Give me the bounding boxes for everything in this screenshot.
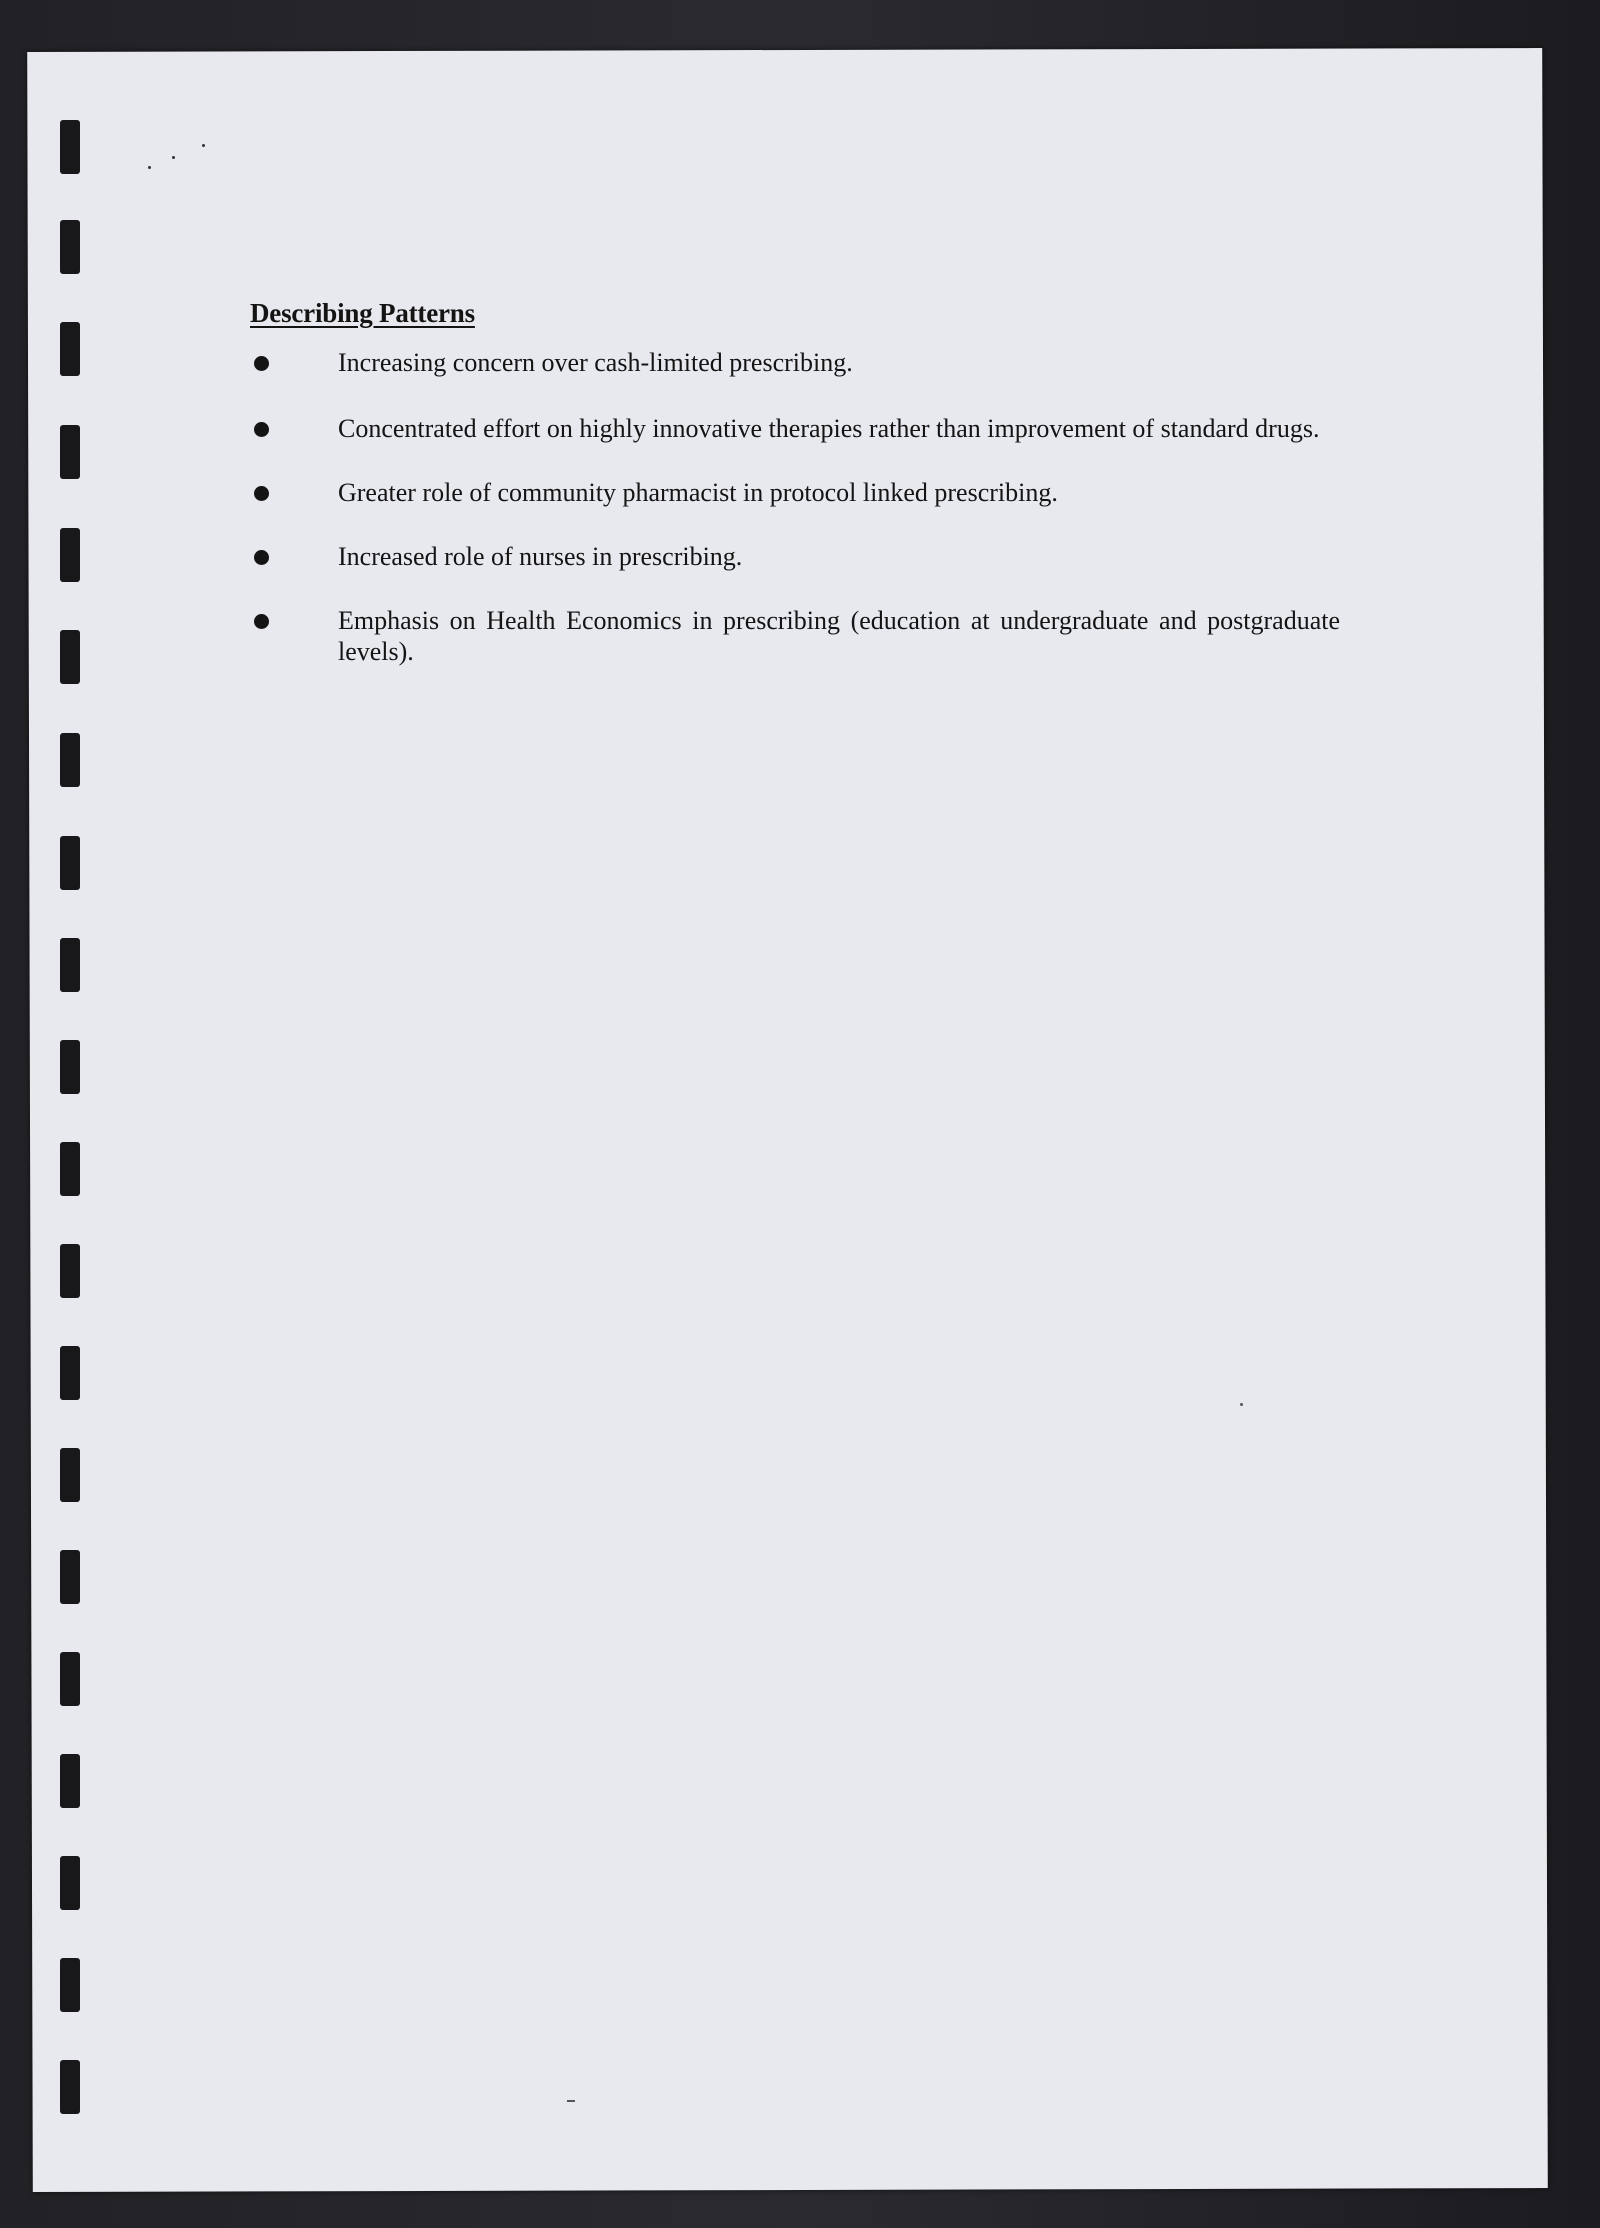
binding-hole bbox=[60, 1244, 80, 1298]
binding-hole bbox=[60, 425, 80, 479]
bullet-icon bbox=[254, 614, 269, 629]
list-item bbox=[250, 347, 1340, 378]
binding-hole bbox=[60, 1448, 80, 1502]
list-item-text: Greater role of community pharmacist in protocol linked prescribing. bbox=[338, 478, 1058, 507]
binding-hole bbox=[60, 630, 80, 684]
list-item-text: Increased role of nurses in prescribing. bbox=[338, 542, 743, 571]
binding-hole bbox=[60, 1550, 80, 1604]
bullet-list bbox=[250, 347, 1340, 667]
binding-hole bbox=[60, 1346, 80, 1400]
list-item bbox=[250, 413, 1340, 444]
binding-hole bbox=[60, 2060, 80, 2114]
binding-hole bbox=[60, 1142, 80, 1196]
binding-hole bbox=[60, 1754, 80, 1808]
speck bbox=[148, 166, 151, 169]
binding-hole bbox=[60, 528, 80, 582]
bullet-icon bbox=[254, 422, 269, 437]
binding-hole bbox=[60, 1040, 80, 1094]
binding-hole bbox=[60, 1652, 80, 1706]
binding-holes bbox=[30, 50, 90, 2190]
list-item bbox=[250, 541, 1340, 572]
binding-hole bbox=[60, 120, 80, 174]
list-item bbox=[250, 605, 1340, 667]
binding-hole bbox=[60, 1958, 80, 2012]
binding-hole bbox=[60, 322, 80, 376]
bullet-icon bbox=[254, 486, 269, 501]
section-heading: Describing Patterns bbox=[250, 298, 475, 328]
binding-hole bbox=[60, 220, 80, 274]
list-item-text: Emphasis on Health Economics in prescribing (education at undergraduate and postgraduate levels). bbox=[338, 606, 1340, 666]
binding-hole bbox=[60, 836, 80, 890]
list-item-text: Concentrated effort on highly innovative therapies rather than improvement of standard drugs. bbox=[338, 414, 1320, 443]
speck bbox=[202, 144, 205, 147]
stray-mark bbox=[567, 2100, 575, 2102]
list-item-text: Increasing concern over cash-limited prescribing. bbox=[338, 348, 853, 377]
list-item bbox=[250, 477, 1340, 508]
binding-hole bbox=[60, 733, 80, 787]
bullet-icon bbox=[254, 550, 269, 565]
binding-hole bbox=[60, 938, 80, 992]
speck bbox=[172, 156, 175, 159]
binding-hole bbox=[60, 1856, 80, 1910]
bullet-icon bbox=[254, 356, 269, 371]
document-body bbox=[250, 298, 1340, 700]
stray-mark bbox=[1240, 1403, 1243, 1406]
